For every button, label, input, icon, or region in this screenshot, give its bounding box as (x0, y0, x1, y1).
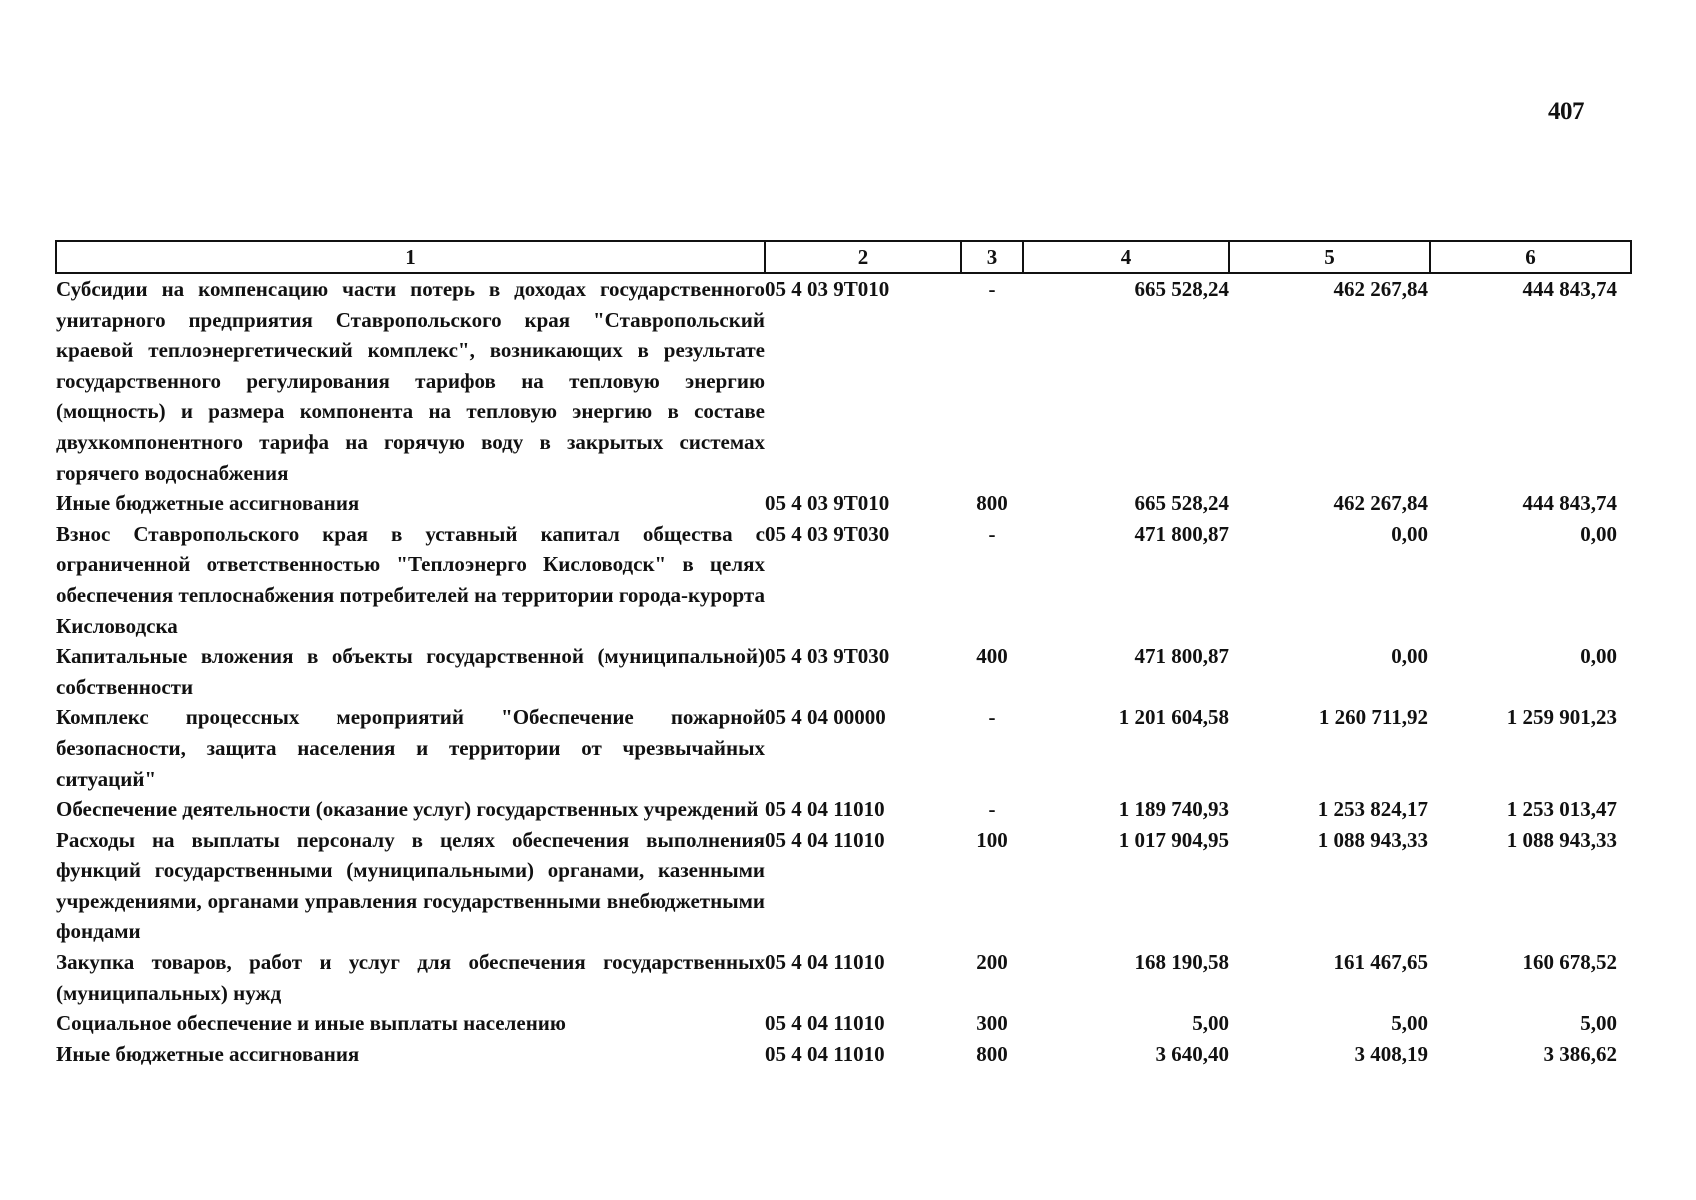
row-description: Расходы на выплаты персоналу в целях обеспечения выполнения функций государственными (муниципальными) органами, казенными учреждениями, органами управления государственными внебюджетными фондами (56, 827, 765, 944)
table-header (56, 241, 1631, 273)
table-row (56, 488, 1631, 519)
row-amount-col4: 5,00 (1192, 1011, 1229, 1036)
row-amount-col5: 462 267,84 (1333, 277, 1428, 301)
row-amount-col5: 5,00 (1391, 1011, 1428, 1036)
row-target-code: 05 4 03 9Т030 (765, 521, 890, 546)
row-amount-col5: 1 088 943,33 (1317, 827, 1428, 852)
page-number: 407 (1548, 98, 1584, 125)
header-col-1: 1 (56, 241, 765, 273)
row-expense-type: 800 (976, 491, 1008, 516)
row-target-code: 05 4 03 9Т010 (765, 277, 890, 301)
header-col-3: 3 (961, 241, 1023, 273)
row-amount-col5: 1 253 824,17 (1317, 797, 1428, 822)
table-row (56, 947, 1631, 1008)
row-target-code: 05 4 04 11010 (765, 950, 885, 975)
row-target-code: 05 4 04 11010 (765, 1041, 885, 1066)
row-amount-col6: 1 088 943,33 (1506, 827, 1617, 852)
header-col-2: 2 (765, 241, 961, 273)
row-description: Субсидии на компенсацию части потерь в доходах государственного унитарного предприятия Ставропольского края "Ставропольский краевой теплоэнергетический комплекс", возникающих в результате государственного регулирования тарифов на тепловую энергию (мощность) и размера компонента на тепловую энергию в составе двухкомпонентного тарифа на горячую воду в закрытых системах горячего водоснабжения (56, 277, 765, 485)
row-target-code: 05 4 04 11010 (765, 1011, 885, 1036)
row-description: Капитальные вложения в объекты государственной (муниципальной) собственности (56, 644, 765, 699)
row-amount-col4: 1 201 604,58 (1118, 705, 1229, 730)
row-expense-type: - (988, 797, 996, 822)
row-amount-col6: 5,00 (1580, 1011, 1617, 1036)
row-description: Иные бюджетные ассигнования (56, 1041, 360, 1066)
row-amount-col5: 3 408,19 (1354, 1041, 1428, 1066)
table-row (56, 825, 1631, 947)
row-amount-col4: 665 528,24 (1134, 491, 1229, 516)
row-amount-col6: 0,00 (1580, 644, 1617, 669)
table-row (56, 519, 1631, 641)
row-amount-col5: 0,00 (1391, 521, 1428, 546)
row-expense-type: 300 (976, 1011, 1008, 1036)
row-amount-col6: 1 259 901,23 (1506, 705, 1617, 730)
row-amount-col6: 444 843,74 (1522, 491, 1617, 516)
row-amount-col4: 1 017 904,95 (1118, 827, 1229, 852)
row-amount-col4: 471 800,87 (1134, 521, 1229, 546)
row-target-code: 05 4 04 00000 (765, 705, 886, 730)
budget-table (55, 240, 1632, 1069)
row-expense-type: - (988, 277, 996, 301)
row-target-code: 05 4 03 9Т030 (765, 644, 890, 669)
table-row (56, 273, 1631, 488)
header-col-6: 6 (1430, 241, 1631, 273)
row-amount-col4: 471 800,87 (1134, 644, 1229, 669)
row-expense-type: 100 (976, 827, 1008, 852)
row-amount-col4: 168 190,58 (1134, 950, 1229, 975)
table-row (56, 702, 1631, 794)
row-amount-col4: 665 528,24 (1134, 277, 1229, 301)
row-expense-type: 800 (976, 1041, 1008, 1066)
row-target-code: 05 4 03 9Т010 (765, 491, 890, 516)
row-amount-col5: 0,00 (1391, 644, 1428, 669)
row-description: Иные бюджетные ассигнования (56, 491, 360, 516)
row-description: Закупка товаров, работ и услуг для обеспечения государственных (муниципальных) нужд (56, 950, 765, 1005)
row-expense-type: 200 (976, 950, 1008, 975)
table-row (56, 794, 1631, 825)
row-amount-col6: 444 843,74 (1522, 277, 1617, 301)
row-description: Социальное обеспечение и иные выплаты населению (56, 1011, 566, 1036)
header-col-4: 4 (1023, 241, 1229, 273)
row-target-code: 05 4 04 11010 (765, 797, 885, 822)
table-row (56, 1008, 1631, 1039)
row-amount-col6: 1 253 013,47 (1506, 797, 1617, 822)
row-description: Комплекс процессных мероприятий "Обеспечение пожарной безопасности, защита населения и территории от чрезвычайных ситуаций" (56, 705, 765, 791)
row-expense-type: - (988, 521, 996, 546)
table-row (56, 641, 1631, 702)
row-amount-col4: 1 189 740,93 (1118, 797, 1229, 822)
row-target-code: 05 4 04 11010 (765, 827, 885, 852)
row-description: Обеспечение деятельности (оказание услуг) государственных учреждений (56, 797, 759, 822)
row-expense-type: - (988, 705, 996, 730)
row-amount-col6: 160 678,52 (1522, 950, 1617, 975)
table-row (56, 1039, 1631, 1070)
row-amount-col5: 161 467,65 (1333, 950, 1428, 975)
header-col-5: 5 (1229, 241, 1430, 273)
row-amount-col4: 3 640,40 (1155, 1041, 1229, 1066)
table-body (56, 273, 1631, 1069)
header-row (56, 241, 1631, 273)
row-amount-col6: 3 386,62 (1543, 1041, 1617, 1066)
row-amount-col5: 1 260 711,92 (1318, 705, 1428, 730)
row-description: Взнос Ставропольского края в уставный капитал общества с ограниченной ответственностью "Теплоэнерго Кисловодск" в целях обеспечения теплоснабжения потребителей на территории города-курорта Кисловодска (56, 521, 765, 638)
row-amount-col5: 462 267,84 (1333, 491, 1428, 516)
row-expense-type: 400 (976, 644, 1008, 669)
row-amount-col6: 0,00 (1580, 521, 1617, 546)
